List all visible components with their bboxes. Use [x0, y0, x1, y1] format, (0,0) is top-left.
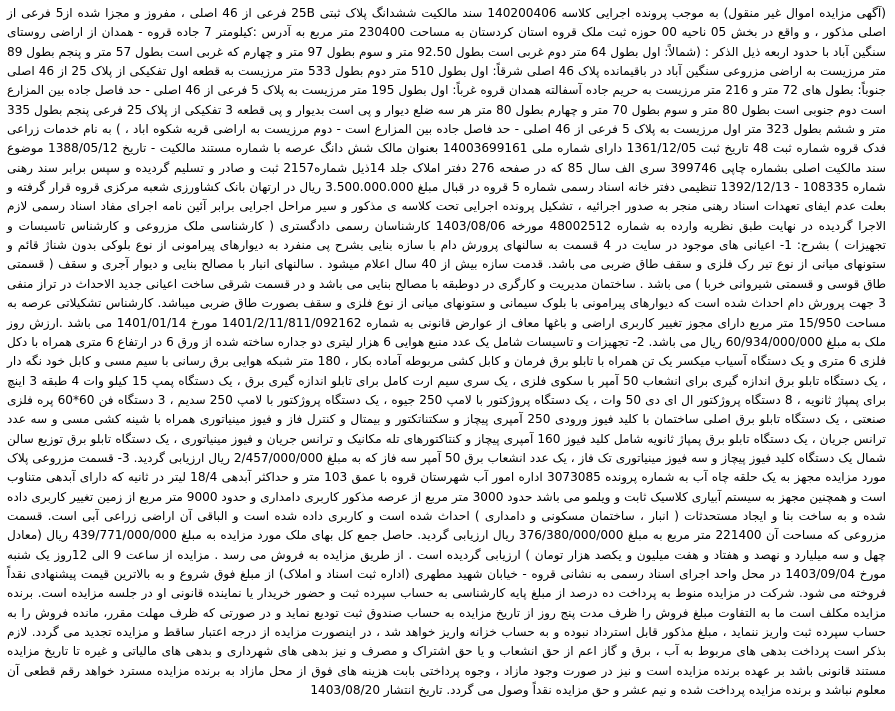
auction-notice-body: (آگهی مزایده اموال غیر منقول) به موجب پرونده اجرایی کلاسه 140200406 سند مالکیت ششدانگ پلاک ثبتی 25B فرعی از 46 اصلی ، مفروز و مجزا شده از5 فرعی از اصلی مذکور ، و واقع در بخش 05 ناحیه 00 حوزه ثبت ملک قروه استان کردستان به مساحت 230400 متر مربع به آدرس :کیلومتر 7 جاده قروه - همدان از اراضی روستای سنگین آباد با حدود اربعه ذیل الذکر : (شمالاً: اول بطول 64 متر دوم غربی است بطول 92.50 متر و سوم بطول 97 متر و چهارم که غربی است بطول 57 متر و پنجم بطول 89 متر مرزیست به اراضی مزروعی سنگین آباد در باقیمانده پلاک 46 اصلی شرقاً: اول بطول 510 متر دوم بطول 533 متر مرزیست به قطعه اول تفکیکی از پلاک 25 از 46 اصلی جنوباً: بطول های 72 متر و 216 متر مرزیست به حریم جاده آسفالته همدان قروه غرباً: اول بطول 195 متر مرزیست به پلاک 5 فرعی از 46 اصلی - حد فاصل جاده بین المزارع است دوم جنوبی است بطول 80 متر و سوم بطول 70 متر و چهارم بطول 80 متر هر سه ضلع دیوار و پی است بدیوار و پی قطعه 3 تفکیکی از پلاک 25 فرعی پنجم بطول 335 متر و ششم بطول 323 متر اول مرزیست به پلاک 5 فرعی از 46 اصلی - حد فاصل جاده بین المزارع است - دوم مرزیست به اراضی قریه شکوه اباد ، ) به نام خدمات زراعی فدک قروه شماره ثبت 48 تاریخ ثبت 1361/12/05 دارای شماره ملی 14003699161 بعنوان مالک شش دانگ عرصه با شماره مستند مالکیت - تاریخ 1388/05/12 موضوع سند مالکیت اصلی بشماره چاپی 399746 سری الف سال 85 که در صفحه 276 دفتر املاک جلد 14ذیل شماره2157 ثبت و صادر و تسلیم گردیده و سپس برابر سند رهنی شماره 108335 - 1392/12/13 تنظیمی دفتر خانه اسناد رسمی شماره 5 قروه در قبال مبلغ 3.500.000.000 ریال در ارتهان بانک کشاورزی شعبه مرکزی قروه قرار گرفته و بعلت عدم ایفای تعهدات اسناد رهنی منجر به صدور اجرائیه ، تشکیل پرونده اجرایی تحت کلاسه ی مذکور و سیر مراحل اجرایی برابر آئین نامه اجرای مفاد اسناد رسمی لازم الاجرا گردیده در نهایت طبق نظریه وارده به شماره 48002512 مورخه 1403/08/06 کارشناسان رسمی دادگستری ( کارشناسی ملک مزروعی و کارشناس تاسیسات و تجهیزات ) بشرح: 1- اعیانی های موجود در سایت در 4 قسمت به سالنهای پرورش دام با سازه بنایی بشرح پی منفرد به دیوارهای پیرامونی از نوع بلوکی بدون شناژ قائم و ستونهای میانی از نوع تیر رک فلزی و سقف طاق ضربی می باشد. قدمت سازه بیش از 40 سال اعلام میشود . سالنهای انبار با مصالح بنایی و دیوار آجری و سقف ( قسمتی طاق قوسی و قسمتی شیروانی خربا ) می باشد . ساختمان مدیریت و کارگری در دوطبقه با مصالح بنایی می باشد و در قسمت شرقی ساخت اعیانی جدید الاحداث در تراز منفی 3 جهت پرورش دام احداث شده است که دیوارهای پیرامونی با بلوک سیمانی و ستونهای میانی از نوع فلزی و سقف بصورت طاق ضربی میباشد. کارشناس تشکیلاتی عرصه به مساحت 15/950 متر مربع دارای مجوز تغییر کاربری اراضی و باغها معاف از عوارض قانونی به شماره 1401/2/11/811/092162 مورخ 1401/01/14 می باشد .ارزش روز ملک به مبلغ 60/934/000/000 ریال می باشد. 2- تجهیزات و تاسیسات شامل یک عدد منبع هوایی 6 هزار لیتری دو جداره ساخته شده از ورق 6 در ارتفاع 6 متری همراه با دکل فلزی 6 متری و یک دستگاه آسیاب میکسر یک تن همراه با تابلو برق فرمان و کابل کشی مربوطه آماده بکار ، 180 متر شبکه هوایی برق رسانی با سیم مسی و کابل خود نگه دار ، یک دستگاه تابلو برق اندازه گیری برای انشعاب 50 آمپر با سکوی فلزی ، یک سری سیم ارت کامل برای تابلو اندازه گیری برق ، یک دستگاه پمپ 15 کیلو وات 4 طبقه 3 اینچ برای پمپاژ ثانویه ، 8 دستگاه پروژکتور ال ای دی 50 وات ، یک دستگاه پروژکتور با لامپ 250 جیوه ، یک دستگاه پروژکتور با لامپ 250 سدیم ، 3 دستگاه فن 60*60 پره فلزی صنعتی ، یک دستگاه تابلو برق اصلی ساختمان با کلید فیوز ورودی 250 آمپری پیچاز و سکتناتکتور و بیمتال و کنترل فاز و فیوز مینیاتوری همراه با شینه کشی مسی و سه عدد ترانس جریان ، یک دستگاه تابلو برق پمپاژ ثانویه شامل کلید فیوز 160 آمپری پیچاز و کنتاکتورهای تله مکانیک و ترانس جریان و فیوز مینیاتوری ، یک دستگاه تابلو برق توزیع سالن شمال یک دستگاه کلید فیوز پیچاز و سه فیوز مینیاتوری تک فاز ، یک عدد انشعاب برق 50 آمپر سه فاز که به مبلغ 2/457/000/000 ریال ارزیابی گردید. 3- قسمت مزروعی پلاک مورد مزایده مجهز به یک حلقه چاه آب به شماره پرونده 3073085 اداره امور آب شهرستان قروه با عمق 103 متر و حداکثر آبدهی 18/4 لیتر در ثانیه که دارای آبدهی متناوب است و همچنین مجهز به سیستم آبیاری کلاسیک ثابت و ویلمو می باشد حدود 3000 متر مربع از عرصه مذکور کاربری دامداری و حدود 9000 متر مربع از زمین تغییر کاربری داده شده و به ساخت بنا و ایجاد مستحدثات ( انبار ، ساختمان مسکونی و دامداری ) احداث شده است و کاربری داده شده است و الباقی آن اراضی زراعی آبی است. قسمت مزروعی که مساحت آن 221400 متر مربع به مبلغ 376/380/000/000 ریال ارزیابی گردید. حاصل جمع کل بهای ملک مورد مزایده به مبلغ 439/771/000/000 ریال (معادل چهل و سه میلیارد و نهصد و هفتاد و هفت میلیون و یکصد هزار تومان ) ارزیابی گردیده است . از طریق مزایده به فروش می رسد . مزایده از ساعت 9 الی 12روز یک شنبه مورخ 1403/09/04 در محل واحد اجرای اسناد رسمی به نشانی قروه - خیابان شهید مطهری (اداره ثبت اسناد و املاک) از مبلغ فوق شروع و به بالاترین قیمت پیشنهادی نقداً فروخته می شود. شرکت در مزایده منوط به پرداخت ده درصد از مبلغ پایه کارشناسی به حساب سپرده ثبت و حضور خریدار یا نماینده قانونی او در جلسه مزایده است. برنده مزایده مکلف است ما به التفاوت مبلغ فروش را ظرف مدت پنج روز از تاریخ مزایده به حساب صندوق ثبت تودیع نماید و در صورتی که ظرف مهلت مقرر، مانده فروش را به حساب سپرده ثبت واریز ننماید ، مبلغ مذکور قابل استرداد نبوده و به حساب خزانه واریز خواهد شد ، در اینصورت مزایده از درجه اعتبار ساقط و مزایده تجدید می گردد. لازم بذکر است پرداخت بدهی های مربوط به آب ، برق و گاز اعم از حق انشعاب و یا حق اشتراک و مصرف و نیز بدهی های شهرداری و بدهی های مالیاتی و غیره تا تاریخ مزایده مستند قانونی باشد بر عهده برنده مزایده است و نیز در صورت وجود مازاد ، وجوه پرداختی بابت هزینه های فوق از محل مازاد به برنده مزایده مسترد خواهد رقم قطعی آن معلوم نباشد و برنده مزایده پرداخت شده و نیم عشر و حق مزایده نقداً وصول می گردد. تاریخ انتشار 1403/08/20 — [7, 6, 887, 698]
